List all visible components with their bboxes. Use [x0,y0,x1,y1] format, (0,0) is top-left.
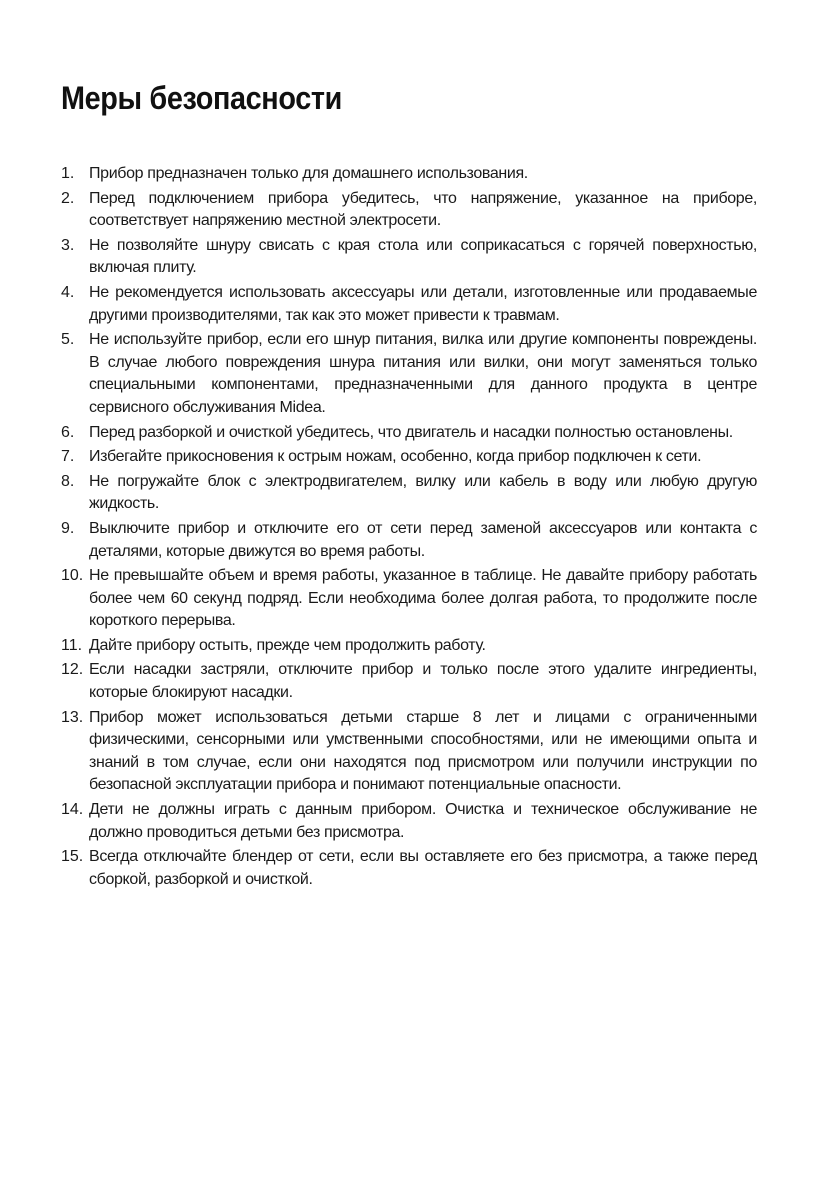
item-text: Дайте прибору остыть, прежде чем продолжить работу. [89,636,486,654]
item-number: 15. [61,848,84,866]
item-number: 7. [61,448,75,466]
item-number: 2. [61,189,75,207]
item-number: 1. [61,165,75,182]
item-text: Не рекомендуется использовать аксессуары или детали, изготовленные или продаваемые другими производителями, так как это может привести к травмам. [89,283,757,324]
list-item [61,846,757,891]
item-text: Дети не должны играть с данным прибором. Очистка и техническое обслуживание не должно проводиться детьми без присмотра. [89,801,757,841]
item-number: 10. [61,567,84,585]
list-item [61,799,757,844]
page-title: Меры безопасности [61,80,342,116]
item-text: Перед подключением прибора убедитесь, что напряжение, указанное на приборе, соответствует напряжению местной электросети. [89,189,757,230]
item-text: Не погружайте блок с электродвигателем, вилку или кабель в воду или любую другую жидкость. [89,472,757,513]
item-text: Прибор может использоваться детьми старше 8 лет и лицами с ограниченными физическими, сенсорными или умственными способностями, или не имеющими опыта и знаний в том случае, если они находятся под присмотром или получили инструкции по безопасной эксплуатации прибора и понимают потенциальные опасности. [89,708,757,794]
item-text: Прибор предназначен только для домашнего использования. [89,165,528,182]
item-text: Не превышайте объем и время работы, указанное в таблице. Не давайте прибору работать более чем 60 секунд подряд. Если необходима более долгая работа, то продолжите после короткого перерыва. [89,567,757,630]
list-item [61,635,757,658]
item-number: 8. [61,472,75,490]
list-item [61,282,757,327]
list-item [61,446,757,469]
item-text: Перед разборкой и очисткой убедитесь, что двигатель и насадки полностью остановлены. [89,423,733,441]
list-item [61,235,757,280]
item-text: Избегайте прикосновения к острым ножам, особенно, когда прибор подключен к сети. [89,448,702,466]
item-text: Не позволяйте шнуру свисать с края стола или соприкасаться с горячей поверхностью, включая плиту. [89,236,757,277]
list-item [61,471,757,516]
list-item [61,329,757,419]
safety-instructions-list [61,163,757,893]
list-item [61,422,757,445]
item-number: 12. [61,661,84,679]
item-number: 9. [61,519,75,537]
item-number: 3. [61,236,75,254]
item-number: 4. [61,283,75,301]
item-number: 13. [61,708,84,726]
item-text: Если насадки застряли, отключите прибор и только после этого удалите ингредиенты, которые блокируют насадки. [89,661,757,702]
list-item [61,163,757,186]
list-item [61,659,757,704]
item-text: Не используйте прибор, если его шнур питания, вилка или другие компоненты повреждены. В случае любого повреждения шнура питания или вилки, они могут заменяться только специальными компонентами, предназначенными для данного продукта в центре сервисного обслуживания Midea. [89,331,757,416]
item-number: 11. [61,636,83,654]
item-text: Всегда отключайте блендер от сети, если вы оставляете его без присмотра, а также перед сборкой, разборкой и очисткой. [89,848,757,888]
item-text: Выключите прибор и отключите его от сети перед заменой аксессуаров или контакта с деталями, которые движутся во время работы. [89,519,757,560]
item-number: 5. [61,331,75,349]
item-number: 6. [61,423,75,441]
list-item [61,565,757,633]
list-item [61,188,757,233]
list-item [61,518,757,563]
item-number: 14. [61,801,84,819]
list-item [61,707,757,797]
